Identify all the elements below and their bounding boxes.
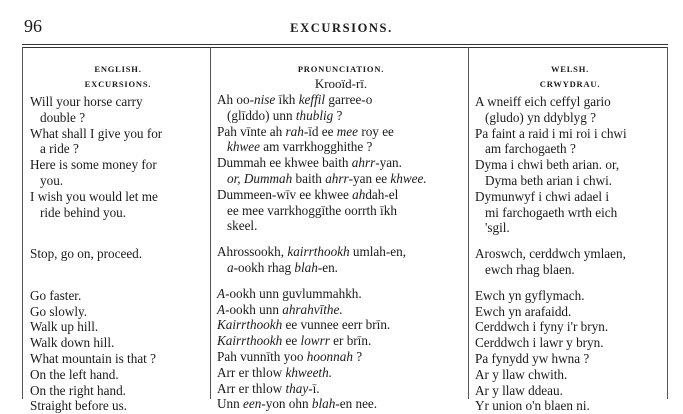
- pronunciation-segment: garree-o: [325, 92, 373, 107]
- pronunciation-segment: -yon ohn: [261, 396, 312, 412]
- pronunciation-line: [217, 349, 465, 365]
- pronunciation-segment: nise: [254, 92, 276, 107]
- pronunciation-line: [217, 218, 465, 234]
- english-line: Go faster.: [30, 287, 82, 303]
- pronunciation-segment: ee: [282, 333, 301, 349]
- pronunciation-entry: [217, 317, 465, 333]
- pronunciation-column: [217, 64, 465, 412]
- english-entry: [30, 126, 206, 158]
- welsh-entry: [475, 126, 665, 158]
- english-line: a ride ?: [40, 141, 79, 157]
- pronunciation-segment: (glīddo) unn: [227, 107, 296, 123]
- english-entry: [30, 288, 206, 304]
- welsh-entry: [475, 319, 665, 335]
- pronunciation-line: [217, 260, 465, 276]
- welsh-entry: [475, 351, 665, 367]
- pronunciation-segment: baith: [292, 170, 326, 186]
- pronunciation-line: [217, 365, 465, 381]
- pronunciation-line: [217, 244, 465, 260]
- pronunciation-segment: ?: [352, 348, 363, 364]
- pronunciation-segment: or, Dummah: [227, 170, 293, 186]
- pronunciation-segment: Pah vunnīth yoo: [217, 348, 307, 364]
- english-entry: [30, 335, 206, 351]
- right-border: [667, 47, 668, 399]
- pronunciation-segment: Kairrthookh: [217, 333, 283, 349]
- english-column: [30, 64, 206, 414]
- english-line: double ?: [40, 109, 86, 125]
- top-rule: [22, 44, 668, 45]
- column-divider-1: [210, 47, 211, 399]
- pronunciation-segment: -ookh unn: [225, 301, 283, 317]
- english-line: Walk up hill.: [30, 319, 99, 335]
- english-line: What shall I give you for: [30, 125, 163, 141]
- welsh-entry: [475, 367, 665, 383]
- pronunciation-entry: [217, 286, 465, 302]
- welsh-entry: [475, 398, 665, 414]
- pronunciation-line: [217, 187, 465, 203]
- welsh-line: Ewch yn gyflymach.: [475, 287, 585, 303]
- pronunciation-segment: umlah-en,: [349, 244, 407, 260]
- pronunciation-entry: [217, 381, 465, 397]
- pronunciation-segment: dah-el: [365, 186, 399, 202]
- pronunciation-line: [217, 155, 465, 171]
- pronunciation-segment: -ookh unn guvlummahkh.: [225, 285, 362, 301]
- page-number: 96: [24, 16, 42, 36]
- english-entry: [30, 246, 206, 278]
- welsh-entry: [475, 288, 665, 304]
- english-line: Go slowly.: [30, 303, 88, 319]
- pronunciation-segment: ahrr: [325, 170, 349, 186]
- pronunciation-segment: mee: [336, 123, 359, 139]
- pronunciation-segment: ah: [352, 186, 366, 202]
- welsh-subheading: CRWYDRAU.: [539, 79, 601, 89]
- pronunciation-segment: skeel.: [227, 218, 258, 234]
- pronunciation-segment: rah: [285, 123, 304, 139]
- row-gap: [475, 278, 665, 288]
- pronunciation-entry: [217, 349, 465, 365]
- pronunciation-line: [217, 139, 465, 155]
- pronunciation-segment: Arr er thlow: [217, 380, 286, 396]
- pronunciation-segment: Ahrossookh,: [217, 244, 288, 260]
- pronunciation-segment: thublig: [295, 107, 334, 123]
- pronunciation-line: [217, 396, 465, 412]
- pronunciation-segment: -yan ee: [348, 170, 391, 186]
- welsh-entry: [475, 383, 665, 399]
- english-line: Stop, go on, proceed.: [30, 246, 143, 262]
- pronunciation-segment: er brīn.: [329, 333, 372, 349]
- pronunciation-line: [217, 203, 465, 219]
- english-entry: [30, 304, 206, 320]
- english-entry: [30, 94, 206, 126]
- pronunciation-segment: Dummah ee khwee baith: [217, 155, 352, 171]
- pronunciation-entry: [217, 124, 465, 156]
- pronunciation-line: [217, 317, 465, 333]
- welsh-heading: WELSH.: [550, 64, 590, 74]
- welsh-line: mi farchogaeth wrth eich: [485, 204, 618, 220]
- english-entry: [30, 367, 206, 383]
- english-line: Straight before us.: [30, 398, 128, 414]
- english-entry: [30, 383, 206, 399]
- welsh-line: 'sgil.: [485, 220, 510, 236]
- pronunciation-segment: am varrkhogghithe ?: [259, 139, 373, 155]
- welsh-entries: [475, 94, 665, 414]
- pronunciation-line: [217, 333, 465, 349]
- pronunciation-segment: īkh: [275, 92, 299, 107]
- welsh-line: Dyma i chwi beth arian. or,: [475, 157, 620, 173]
- pronunciation-heading: PRONUNCIATION.: [297, 64, 385, 74]
- welsh-entry: [475, 94, 665, 126]
- pronunciation-segment: kairrthookh: [287, 244, 350, 260]
- welsh-line: Cerddwch i lawr y bryn.: [475, 335, 604, 351]
- pronunciation-segment: een: [243, 396, 262, 412]
- pronunciation-segment: Kairrthookh: [217, 317, 283, 333]
- pronunciation-entry: [217, 396, 465, 412]
- welsh-line: Ar y llaw chwith.: [475, 366, 568, 382]
- pronunciation-segment: -ī.: [308, 380, 320, 396]
- english-line: Will your horse carry: [30, 94, 143, 109]
- pronunciation-segment: -en nee.: [335, 396, 378, 412]
- row-gap: [475, 236, 665, 246]
- pronunciation-entry: [217, 155, 465, 187]
- welsh-line: ewch rhag blaen.: [485, 261, 575, 277]
- pronunciation-segment: ee mee varrkhoggīthe oorrth īkh: [227, 202, 397, 218]
- pronunciation-segment: ee vunnee eerr brīn.: [282, 317, 391, 333]
- english-entry: [30, 189, 206, 236]
- welsh-line: Ewch yn arafaidd.: [475, 303, 572, 319]
- pronunciation-segment: -īd ee: [303, 123, 337, 139]
- english-line: What mountain is that ?: [30, 350, 156, 366]
- pronunciation-entry: [217, 244, 465, 276]
- pronunciation-line: [217, 124, 465, 140]
- pronunciation-line: [217, 381, 465, 397]
- english-line: ride behind you.: [40, 204, 127, 220]
- english-line: On the left hand.: [30, 366, 119, 382]
- pronunciation-segment: ahrahvīthe.: [282, 301, 343, 317]
- left-border: [22, 47, 23, 399]
- pronunciation-segment: Ah oo-: [217, 92, 254, 107]
- welsh-line: am farchogaeth ?: [485, 141, 576, 157]
- welsh-line: Pa faint a raid i mi roi i chwi: [475, 125, 627, 141]
- pronunciation-segment: ahrr: [351, 155, 376, 171]
- pronunciation-segment: blah: [311, 396, 336, 412]
- pronunciation-entry: [217, 333, 465, 349]
- top-rule-inner: [22, 47, 668, 48]
- pronunciation-segment: blah: [294, 259, 318, 275]
- english-subheading: EXCURSIONS.: [84, 79, 152, 89]
- pronunciation-segment: Arr er thlow: [217, 364, 286, 380]
- welsh-line: (gludo) yn ddyblyg ?: [485, 109, 596, 125]
- row-gap: [217, 276, 465, 286]
- pronunciation-segment: roy ee: [358, 123, 394, 139]
- pronunciation-segment: hoonnah: [306, 348, 353, 364]
- pronunciation-segment: khweeth.: [285, 364, 332, 380]
- pronunciation-segment: Unn: [217, 396, 244, 412]
- running-head: EXCURSIONS.: [290, 21, 393, 35]
- welsh-line: Ar y llaw ddeau.: [475, 382, 563, 398]
- pronunciation-segment: lowrr: [300, 333, 330, 349]
- pronunciation-entries: [217, 92, 465, 412]
- pronunciation-segment: -en.: [317, 259, 338, 275]
- pronunciation-segment: keffil: [298, 92, 326, 107]
- english-line: Walk down hill.: [30, 335, 115, 351]
- english-entry: [30, 351, 206, 367]
- pronunciation-line: [217, 108, 465, 124]
- pronunciation-segment: -ookh rhag: [233, 259, 295, 275]
- english-line: Here is some money for: [30, 157, 157, 173]
- pronunciation-segment: ?: [333, 107, 343, 123]
- english-entry: [30, 319, 206, 335]
- welsh-line: Pa fynydd yw hwna ?: [475, 350, 590, 366]
- pronunciation-segment: khwee: [227, 139, 260, 155]
- pronunciation-entry: [217, 365, 465, 381]
- pronunciation-entry: [217, 302, 465, 318]
- welsh-line: Yr union o'n blaen ni.: [475, 398, 590, 414]
- english-line: On the right hand.: [30, 382, 126, 398]
- pronunciation-entry: [217, 187, 465, 234]
- welsh-entry: [475, 304, 665, 320]
- english-line: you.: [40, 172, 64, 188]
- english-line: I wish you would let me: [30, 188, 158, 204]
- pronunciation-line: [217, 286, 465, 302]
- english-entry: [30, 398, 206, 414]
- welsh-entry: [475, 189, 665, 236]
- welsh-line: Cerddwch i fyny i'r bryn.: [475, 319, 609, 335]
- row-gap: [217, 234, 465, 244]
- welsh-line: Dyma beth arian i chwi.: [485, 172, 613, 188]
- pronunciation-line: [217, 302, 465, 318]
- pronunciation-subheading: Krooïd-rī.: [314, 76, 368, 91]
- pronunciation-segment: A: [217, 301, 226, 317]
- welsh-line: Aroswch, cerddwch ymlaen,: [475, 246, 626, 262]
- welsh-column: [475, 64, 665, 414]
- welsh-line: A wneiff eich ceffyl gario: [475, 94, 611, 109]
- welsh-line: Dymunwyf i chwi adael i: [475, 188, 610, 204]
- pronunciation-line: [217, 92, 465, 108]
- pronunciation-segment: thay: [285, 380, 309, 396]
- english-entries: [30, 94, 206, 414]
- pronunciation-entry: [217, 92, 465, 124]
- pronunciation-segment: Dummeen-wīv ee khwee: [217, 186, 353, 202]
- welsh-entry: [475, 157, 665, 189]
- column-divider-2: [468, 47, 469, 399]
- row-gap: [30, 278, 206, 288]
- english-heading: ENGLISH.: [94, 64, 142, 74]
- pronunciation-segment: A: [217, 285, 226, 301]
- pronunciation-segment: Pah vīnte ah: [217, 123, 286, 139]
- welsh-entry: [475, 335, 665, 351]
- english-entry: [30, 157, 206, 189]
- pronunciation-line: [217, 171, 465, 187]
- row-gap: [30, 236, 206, 246]
- pronunciation-segment: -yan.: [375, 155, 402, 171]
- pronunciation-segment: a: [227, 259, 234, 275]
- welsh-entry: [475, 246, 665, 278]
- pronunciation-segment: khwee.: [390, 170, 427, 186]
